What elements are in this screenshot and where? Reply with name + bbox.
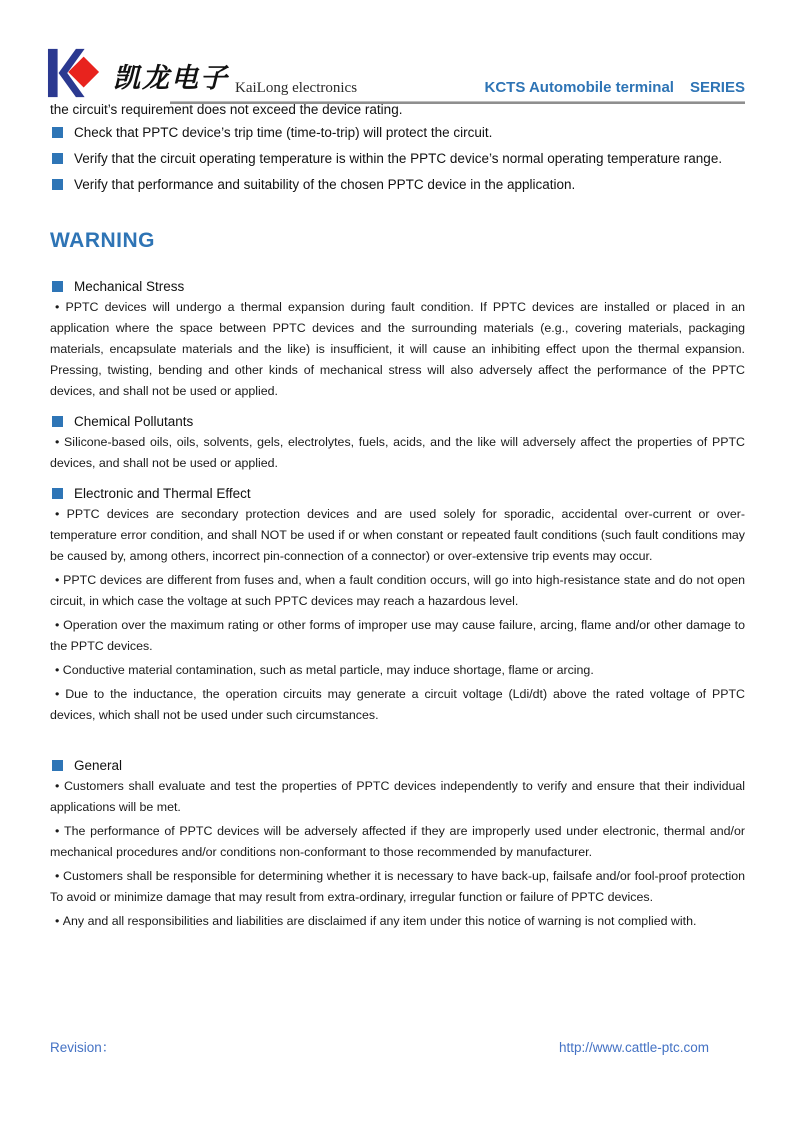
checklist-item-text: Verify that performance and suitability of the chosen PPTC device in the application.: [74, 177, 576, 192]
warning-paragraph: • PPTC devices will undergo a thermal expansion during fault condition. If PPTC devices are installed or placed in an application where the space between PPTC devices and the surrounding materials (e.g., covering materials, packaging materials, encapsulate materials and the like) is insufficient, it will cause an inhibiting effect upon the thermal expansion. Pressing, twisting, bending and other kinds of mechanical stress will also adversely affect the performance of the PPTC devices, and shall not be used or applied.: [50, 297, 745, 402]
series-name: KCTS Automobile terminal: [484, 79, 674, 96]
company-logo: [45, 46, 357, 100]
kailong-logo-icon: [45, 46, 103, 100]
website-link[interactable]: http://www.cattle-ptc.com: [558, 1040, 709, 1055]
warning-paragraph: • Customers shall evaluate and test the properties of PPTC devices independently to verify and ensure that their individual applications will be met.: [50, 776, 745, 818]
square-bullet-icon: [52, 488, 63, 499]
warning-paragraph: • The performance of PPTC devices will be adversely affected if they are improperly used under electronic, thermal and/or mechanical procedures and/or conditions non-conformant to those recommended by manufacturer.: [50, 821, 745, 863]
warning-paragraph: • Silicone-based oils, oils, solvents, gels, electrolytes, fuels, acids, and the like will adversely affect the properties of PPTC devices, and shall not be used or applied.: [50, 432, 745, 474]
warning-paragraph: • Conductive material contamination, such as metal particle, may induce shortage, flame or arcing.: [50, 660, 745, 681]
square-bullet-icon: [52, 416, 63, 427]
page-header: [45, 46, 745, 104]
checklist-item-text: Check that PPTC device’s trip time (time-to-trip) will protect the circuit.: [74, 125, 493, 140]
revision-label: Revision：: [50, 1040, 116, 1055]
document-body: [50, 101, 745, 932]
section-heading-mechanical-stress: [52, 279, 745, 294]
warning-paragraph: • Any and all responsibilities and liabilities are disclaimed if any item under this notice of warning is not complied with.: [50, 911, 745, 932]
checklist-item: [52, 151, 745, 166]
square-bullet-icon: [52, 127, 63, 138]
series-title: [485, 79, 746, 100]
section-heading-text: Mechanical Stress: [74, 279, 185, 294]
lead-line: the circuit’s requirement does not exceed the device rating.: [50, 102, 403, 117]
series-suffix: SERIES: [689, 79, 745, 96]
section-heading-text: Electronic and Thermal Effect: [74, 486, 251, 501]
company-name-chinese: 凯龙电子: [113, 63, 229, 94]
section-heading-general: [52, 758, 745, 773]
square-bullet-icon: [52, 153, 63, 164]
warning-paragraph: • PPTC devices are different from fuses and, when a fault condition occurs, will go into high-resistance state and do not open circuit, in which case the voltage at such PPTC devices may reach a hazardous level.: [50, 570, 745, 612]
section-heading-text: Chemical Pollutants: [74, 414, 194, 429]
warning-paragraph: • Due to the inductance, the operation circuits may generate a circuit voltage (Ldi/dt) above the rated voltage of PPTC devices, which shall not be used under such circumstances.: [50, 684, 745, 726]
warning-paragraph: • PPTC devices are secondary protection devices and are used solely for sporadic, accidental over-current or over-temperature error condition, and shall NOT be used if or when constant or repeated fault conditions (such fault conditions may be caused by, among others, incorrect pin-connection of a connector) or over-extensive trip events may occur.: [50, 504, 745, 567]
square-bullet-icon: [52, 760, 63, 771]
section-heading-text: General: [74, 758, 123, 773]
square-bullet-icon: [52, 179, 63, 190]
square-bullet-icon: [52, 281, 63, 292]
warning-paragraph: • Operation over the maximum rating or other forms of improper use may cause failure, arcing, flame and/or other damage to the PPTC devices.: [50, 615, 745, 657]
warning-title: WARNING: [50, 229, 155, 252]
checklist: [50, 125, 745, 192]
section-heading-electronic-thermal-effect: [52, 486, 745, 501]
checklist-item: [52, 177, 745, 192]
warning-paragraph: • Customers shall be responsible for determining whether it is necessary to have back-up, failsafe and/or fool-proof protection To avoid or minimize damage that may result from extra-ordinary, irregular function or failure of PPTC devices.: [50, 866, 745, 908]
checklist-item: [52, 125, 745, 140]
section-heading-chemical-pollutants: [52, 414, 745, 429]
page-footer: [50, 1036, 745, 1056]
company-name-english: KaiLong electronics: [235, 80, 358, 96]
checklist-item-text: Verify that the circuit operating temperature is within the PPTC device’s normal operating temperature range.: [74, 151, 723, 166]
